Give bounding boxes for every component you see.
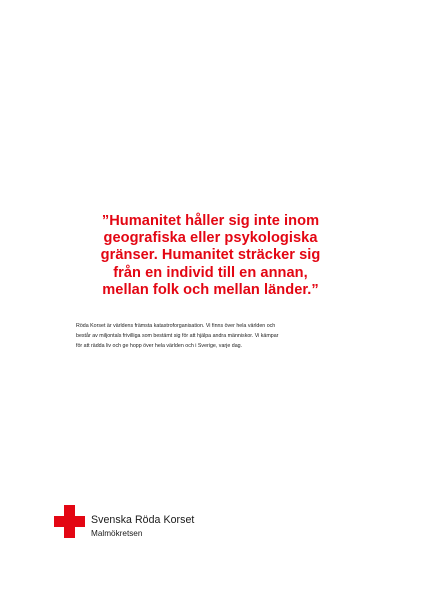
quote-line: ”Humanitet håller sig inte inom xyxy=(101,213,320,229)
body-line: består av miljontals frivilliga som bestämt sig för att hjälpa andra människor. Vi kämpar xyxy=(76,332,279,339)
body-line: för att rädda liv och ge hopp över hela världen och i Sverige, varje dag. xyxy=(76,342,243,349)
organization-logo xyxy=(54,505,254,545)
quote-line: gränser. Humanitet sträcker sig xyxy=(100,247,321,264)
body-paragraph xyxy=(76,322,366,352)
quote-line: geografiska eller psykologiska xyxy=(103,230,318,247)
red-cross-icon xyxy=(54,505,85,538)
organization-subtitle: Malmökretsen xyxy=(91,529,143,538)
quote-line: mellan folk och mellan länder.” xyxy=(102,281,319,298)
quote xyxy=(60,213,361,299)
quote-line: från en individ till en annan, xyxy=(113,264,308,281)
body-line: Röda Korset är världens främsta katastroforganisation. Vi finns över hela världen och xyxy=(76,323,276,329)
organization-name: Svenska Röda Korset xyxy=(91,514,195,526)
